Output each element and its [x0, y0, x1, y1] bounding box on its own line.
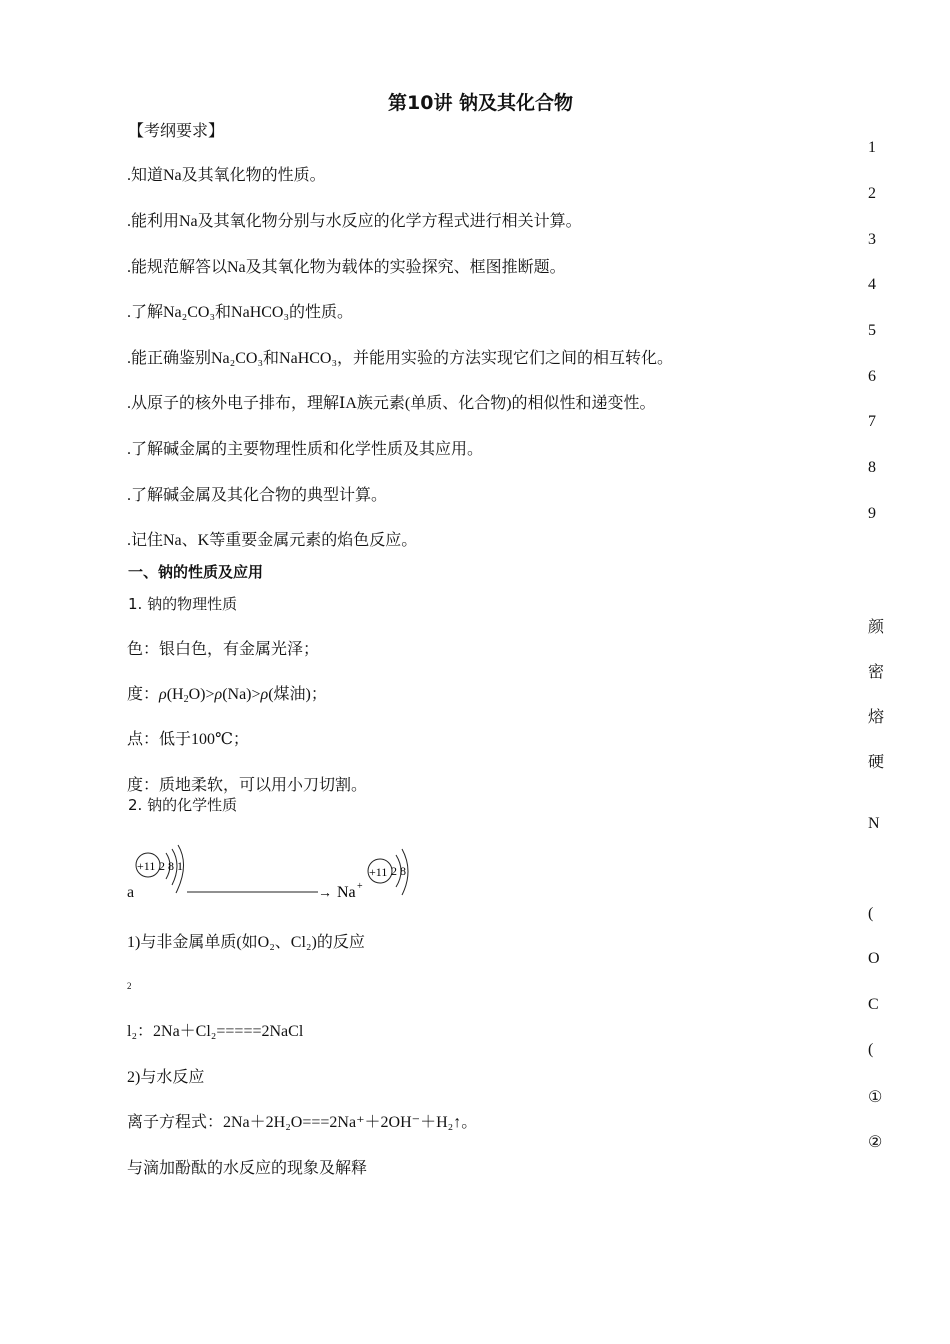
subsection-heading: 1. 钠的物理性质 [128, 595, 238, 613]
ion-charge: +11 [369, 865, 388, 879]
requirement-item: .能规范解答以Na及其氧化物为载体的实验探究、框图推断题。 [127, 259, 566, 276]
side-number: 2 [868, 185, 876, 202]
requirement-item: .了解Na₂CO₃和NaHCO₃的性质。 [127, 304, 354, 321]
sodium-ionization-diagram [132, 843, 422, 905]
reaction-1-cl2: l₂：2Na＋Cl₂=====2NaCl [127, 1023, 304, 1040]
side-number: 5 [868, 322, 876, 339]
side-number: 1 [868, 139, 876, 156]
requirement-item: .了解碱金属的主要物理性质和化学性质及其应用。 [127, 441, 484, 458]
side-char: C [868, 996, 879, 1013]
atom-shell-electrons: 2 8 1 [159, 859, 183, 873]
ion-label: Na [337, 884, 356, 901]
property-melting: 点：低于100℃； [127, 731, 249, 748]
side-number: 7 [868, 413, 876, 430]
reaction-2-phenolphthalein: 与滴加酚酞的水反应的现象及解释 [127, 1160, 368, 1177]
requirement-item: .能正确鉴别Na₂CO₃和NaHCO₃，并能用实验的方法实现它们之间的相互转化。 [127, 350, 674, 367]
arrow-head: → [318, 886, 332, 901]
property-color: 色：银白色，有金属光泽； [127, 641, 320, 658]
syllabus-header: 【考纲要求】 [128, 123, 225, 140]
side-char: 颜 [868, 619, 885, 636]
side-number: 6 [868, 368, 876, 385]
side-char: ② [868, 1134, 883, 1151]
side-number: 4 [868, 276, 876, 293]
side-number: 8 [868, 459, 876, 476]
document-title: 第10讲 钠及其化合物 [388, 92, 574, 114]
side-number: 9 [868, 505, 876, 522]
atom-charge: +11 [137, 859, 156, 873]
side-char: 密 [868, 664, 885, 681]
side-char: ( [868, 905, 874, 922]
requirement-item: .从原子的核外电子排布，理解ⅠA族元素(单质、化合物)的相似性和递变性。 [127, 395, 656, 412]
section-heading: 一、钠的性质及应用 [128, 563, 264, 581]
diagram-left-label: a [127, 884, 135, 901]
subsection-heading: 2. 钠的化学性质 [128, 796, 238, 814]
side-char: 硬 [868, 754, 885, 771]
requirement-item: .记住Na、K等重要金属元素的焰色反应。 [127, 532, 418, 549]
reaction-1-title: 1)与非金属单质(如O₂、Cl₂)的反应 [127, 934, 365, 951]
property-density-label: 度： [127, 686, 160, 703]
reaction-1-o2-fragment: 2 [127, 981, 132, 991]
requirement-item: .了解碱金属及其化合物的典型计算。 [127, 487, 388, 504]
reaction-2-ionic-equation: 离子方程式：2Na＋2H₂O===2Na⁺＋2OH⁻＋H₂↑。 [127, 1114, 478, 1131]
ion-shell-electrons: 2 8 [391, 864, 406, 878]
requirement-item: .能利用Na及其氧化物分别与水反应的化学方程式进行相关计算。 [127, 213, 582, 230]
side-char: 熔 [868, 709, 885, 726]
property-density: 度：$\rho(H_2O)>\rho(Na)>\rho$(煤油)； [127, 686, 327, 705]
side-char: N [868, 815, 880, 832]
ion-charge-sup: + [357, 881, 363, 892]
side-char: ( [868, 1041, 874, 1058]
side-char: ① [868, 1089, 883, 1106]
side-number: 3 [868, 231, 876, 248]
requirement-item: .知道Na及其氧化物的性质。 [127, 167, 326, 184]
reaction-2-title: 2)与水反应 [127, 1069, 205, 1086]
property-hardness: 度：质地柔软，可以用小刀切割。 [127, 777, 368, 794]
side-char: O [868, 950, 880, 967]
